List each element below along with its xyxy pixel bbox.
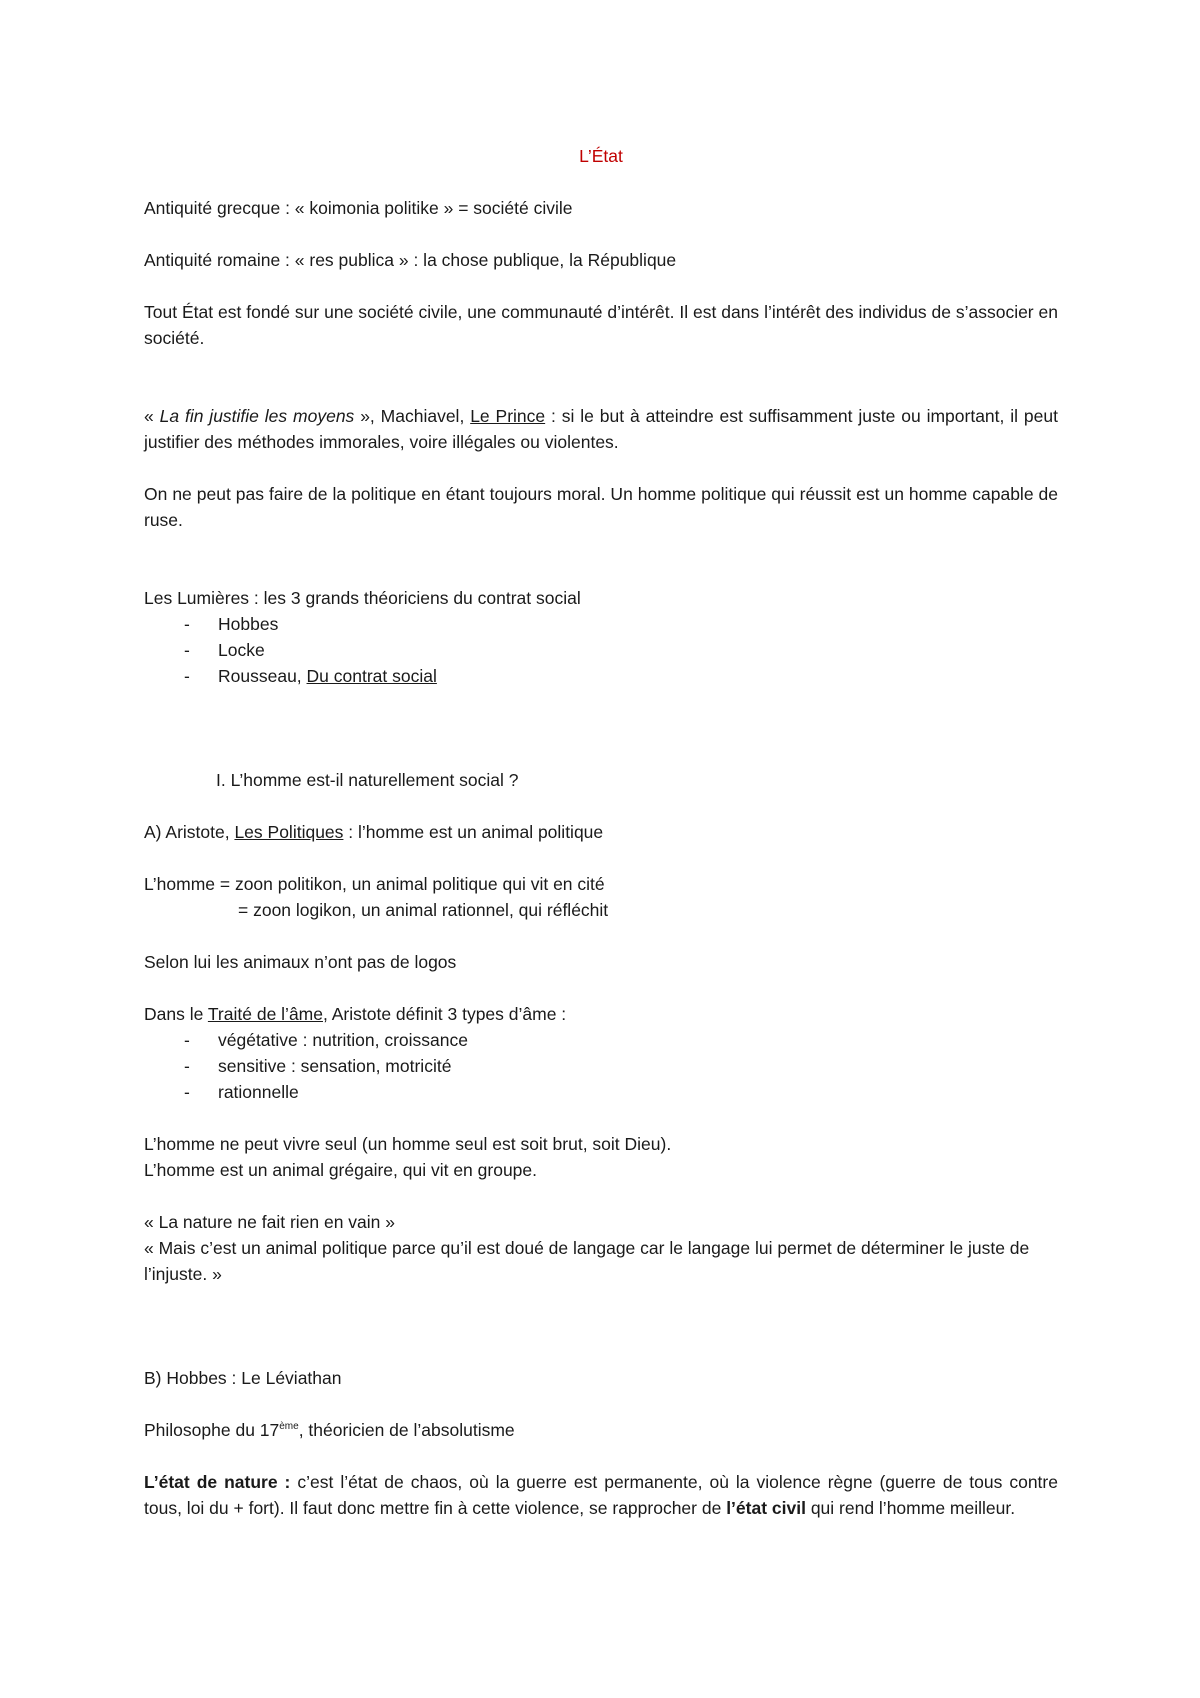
paragraph-antiquite-grecque: Antiquité grecque : « koimonia politike » = société civile: [144, 198, 573, 218]
machiavel-quote: La fin justifie les moyens: [159, 406, 355, 426]
aristote-prefix: A) Aristote,: [144, 822, 235, 842]
page-title: L’État: [579, 146, 623, 166]
etat-nature-text: c’est l’état de chaos, où la guerre est permanente, où la violence règne (guerre de tous contre tous, loi du + fort). Il faut donc mettre fin à cette violence, se rapprocher de: [144, 1472, 1058, 1518]
line-homme-gregaire: L’homme est un animal grégaire, qui vit en groupe.: [144, 1160, 538, 1180]
subheading-hobbes: B) Hobbes : Le Léviathan: [144, 1368, 342, 1388]
list-item: - sensitive : sensation, motricité: [144, 1053, 1058, 1079]
document-body: [144, 143, 1058, 1547]
section-title-1: I. L’homme est-il naturellement social ?: [216, 770, 519, 790]
list-item: - végétative : nutrition, croissance: [144, 1027, 1058, 1053]
book-le-prince: Le Prince: [470, 406, 546, 426]
book-les-politiques: Les Politiques: [234, 822, 344, 842]
paragraph-antiquite-romaine: Antiquité romaine : « res publica » : la chose publique, la République: [144, 250, 677, 270]
book-du-contrat-social: Du contrat social: [306, 666, 437, 686]
paragraph-etat-de-nature: [144, 1469, 1058, 1521]
paragraph-hobbes-philosophe: [144, 1417, 1058, 1443]
machiavel-author: », Machiavel,: [354, 406, 471, 426]
list-item: - Locke: [144, 637, 1058, 663]
line-homme-seul: L’homme ne peut vivre seul (un homme seul est soit brut, soit Dieu).: [144, 1134, 672, 1154]
list-item: - rationnelle: [144, 1079, 1058, 1105]
traite-rest: , Aristote définit 3 types d’âme :: [322, 1004, 567, 1024]
list-item: [144, 663, 1058, 689]
paragraph-politique-morale: On ne peut pas faire de la politique en étant toujours moral. Un homme politique qui réussit est un homme capable de ruse.: [144, 484, 1058, 530]
traite-prefix: Dans le: [144, 1004, 208, 1024]
zoon-politikon-line: L’homme = zoon politikon, un animal politique qui vit en cité: [144, 874, 605, 894]
lumieres-list: [144, 611, 1058, 689]
paragraph-machiavel: [144, 403, 1058, 455]
ames-list: [144, 1027, 1058, 1105]
etat-civil-rest: qui rend l’homme meilleur.: [805, 1498, 1016, 1518]
lumieres-heading: Les Lumières : les 3 grands théoriciens du contrat social: [144, 588, 581, 608]
term-etat-de-nature: L’état de nature :: [144, 1472, 291, 1492]
traite-line: [144, 1001, 1058, 1027]
term-etat-civil: l’état civil: [726, 1498, 806, 1518]
book-traite-de-lame: Traité de l’âme: [207, 1004, 323, 1024]
rousseau-name: Rousseau,: [218, 666, 307, 686]
superscript-eme: ème: [279, 1421, 299, 1433]
subheading-aristote: [144, 819, 1058, 845]
machiavel-explanation: : si le but à atteindre est suffisamment juste ou important, il peut justifier des méthodes immorales, voire illégales ou violentes.: [144, 406, 1058, 452]
philo-prefix: Philosophe du 17: [144, 1420, 280, 1440]
philo-rest: , théoricien de l’absolutisme: [298, 1420, 515, 1440]
quote-langage: « Mais c’est un animal politique parce qu’il est doué de langage car le langage lui permet de déterminer le juste de l’injuste. »: [144, 1238, 1030, 1284]
quote-nature: « La nature ne fait rien en vain »: [144, 1212, 396, 1232]
paragraph-etat-fonde: Tout État est fondé sur une société civile, une communauté d’intérêt. Il est dans l’intérêt des individus de s’associer en société.: [144, 302, 1058, 348]
list-item: - Hobbes: [144, 611, 1058, 637]
aristote-rest: : l’homme est un animal politique: [343, 822, 604, 842]
zoon-logikon-line: = zoon logikon, un animal rationnel, qui réfléchit: [238, 900, 609, 920]
paragraph-logos: Selon lui les animaux n’ont pas de logos: [144, 952, 457, 972]
quote-open: «: [144, 406, 160, 426]
